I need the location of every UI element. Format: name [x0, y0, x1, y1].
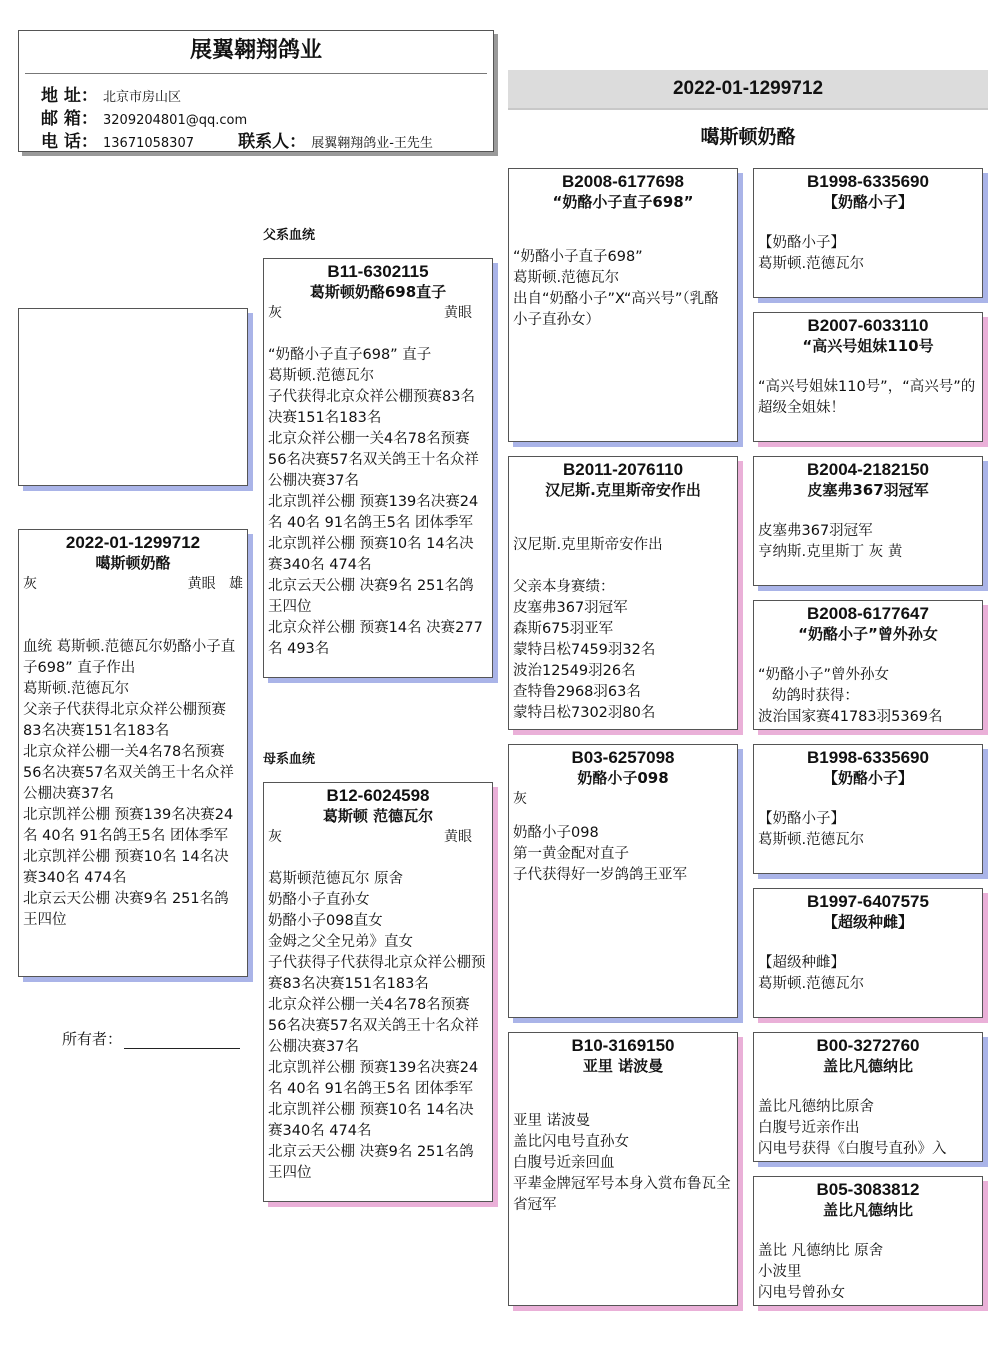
dam-section-label: 母系血统 — [263, 752, 316, 767]
sire-eye: 黄眼 — [444, 305, 472, 321]
owner-label: 所有者： — [62, 1030, 123, 1048]
ggp1-desc: 【奶酪小子】 葛斯顿.范德瓦尔 — [758, 235, 865, 272]
ggp7-ring: B00-3272760 — [816, 1036, 920, 1055]
email-label: 邮 箱： — [41, 109, 98, 129]
owner-line — [62, 1028, 240, 1049]
sire-card — [263, 258, 493, 678]
ggp8-card — [753, 1176, 983, 1306]
ggp7-name: 盖比凡德纳比 — [822, 1057, 913, 1075]
sire-section-label: 父系血统 — [263, 228, 316, 243]
dam-color: 灰 — [268, 829, 282, 845]
contact-label: 联系人： — [238, 132, 307, 152]
gp1-desc: “奶酪小子直子698” 葛斯顿.范德瓦尔 出自“奶酪小子”X“高兴号”（乳酪小子直孙女） — [513, 249, 719, 328]
gp3-ring: B03-6257098 — [571, 748, 675, 767]
gp3-color: 灰 — [513, 791, 527, 807]
ggp5-ring: B1998-6335690 — [807, 748, 929, 767]
ggp1-name: 【奶酪小子】 — [822, 193, 913, 211]
grandsire-maternal-card — [508, 744, 738, 1018]
ggp1-card — [753, 168, 983, 298]
top-ring-bar — [508, 70, 988, 110]
subject-color: 灰 — [23, 576, 37, 592]
ggp4-card — [753, 600, 983, 730]
ggp3-card — [753, 456, 983, 586]
address-label: 地 址： — [41, 86, 98, 106]
loft-name: 展翼翱翔鸽业 — [189, 38, 322, 63]
photo-box — [18, 308, 248, 486]
subject-name: 噶斯顿奶酪 — [95, 554, 171, 572]
ggp2-desc: “高兴号姐妹110号”，“高兴号”的超级全姐妹！ — [758, 379, 976, 416]
ggp2-name: “高兴号姐妹110号 — [802, 337, 934, 355]
header-divider — [25, 73, 487, 74]
ggp3-ring: B2004-2182150 — [807, 460, 929, 479]
top-ring: 2022-01-1299712 — [672, 78, 824, 99]
ggp5-card — [753, 744, 983, 874]
phone-row — [41, 131, 433, 152]
dam-ring: B12-6024598 — [326, 786, 430, 805]
ggp6-ring: B1997-6407575 — [807, 892, 929, 911]
gp3-name: 奶酪小子098 — [577, 769, 669, 787]
ggp7-card — [753, 1032, 983, 1162]
gp2-ring: B2011-2076110 — [562, 460, 684, 479]
gp3-desc: 奶酪小子098 第一黄金配对直子 子代获得好一岁鸽鸽王亚军 — [513, 825, 687, 883]
dam-card — [263, 782, 493, 1202]
dam-eye: 黄眼 — [444, 829, 472, 845]
subject-traits — [19, 574, 247, 595]
owner-field[interactable] — [124, 1032, 240, 1049]
ggp6-name: 【超级种雌】 — [822, 913, 913, 931]
ggp8-desc: 盖比 凡德纳比 原舍 小波里 闪电号曾孙女 — [758, 1243, 884, 1301]
gp2-desc: 汉尼斯.克里斯帝安作出 父亲本身赛绩： 皮塞弗367羽冠军 森斯675羽亚军 蒙特吕松7459羽32名 波治12549羽26名 查特鲁2968羽63名 蒙特吕松7302羽80名 — [513, 537, 663, 721]
ggp2-ring: B2007-6033110 — [807, 316, 929, 335]
ggp7-desc: 盖比凡德纳比原舍 白腹号近亲作出 闪电号获得《白腹号直孙》入 — [758, 1099, 947, 1157]
ggp5-name: 【奶酪小子】 — [822, 769, 913, 787]
ggp4-name: “奶酪小子”曾外孙女 — [798, 625, 938, 643]
subject-eye: 黄眼 — [187, 576, 216, 592]
ggp5-desc: 【奶酪小子】 葛斯顿.范德瓦尔 — [758, 811, 865, 848]
ggp6-card — [753, 888, 983, 1018]
ggp6-desc: 【超级种雌】 葛斯顿.范德瓦尔 — [758, 955, 865, 992]
sire-color: 灰 — [268, 305, 282, 321]
ggp3-desc: 皮塞弗367羽冠军 亨纳斯.克里斯丁 灰 黄 — [758, 523, 903, 560]
ggp1-ring: B1998-6335690 — [807, 172, 929, 191]
address-value: 北京市房山区 — [103, 90, 182, 105]
dam-traits — [264, 827, 492, 848]
sire-desc: “奶酪小子直子698” 直子 葛斯顿.范德瓦尔 子代获得北京众祥公棚预赛83名决赛151名183名 北京众祥公棚一关4名78名预赛56名决赛57名双关鸽王十名众祥公棚决赛37名 北京凯祥公棚 预赛139名决赛24名 40名 91名鸽王5名 团体季军 北京凯祥公棚 预赛10名 14名决赛340名 474名 北京云天公棚 决赛9名 251名鸽王四位 北京众祥公棚 预赛14名 决赛277名 493名 — [268, 347, 483, 657]
subject-ring: 2022-01-1299712 — [65, 533, 201, 552]
gp2-name: 汉尼斯.克里斯帝安作出 — [545, 481, 701, 499]
gp1-name: “奶酪小子直子698” — [552, 193, 694, 211]
gp4-desc: 亚里 诺波曼 盖比闪电号直孙女 白腹号近亲回血 平辈金牌冠军号本身入赏布鲁瓦全省冠军 — [513, 1113, 731, 1213]
email-value: 3209204801@qq.com — [103, 113, 248, 128]
sire-traits — [264, 303, 492, 324]
gp4-ring: B10-3169150 — [571, 1036, 675, 1055]
phone-value: 13671058307 — [103, 136, 194, 151]
sire-name: 葛斯顿奶酪698直子 — [309, 283, 447, 301]
email-row — [41, 108, 433, 131]
phone-label: 电 话： — [41, 132, 98, 152]
ggp2-card — [753, 312, 983, 442]
address-row — [41, 85, 433, 108]
ggp8-ring: B05-3083812 — [816, 1180, 920, 1199]
subject-desc: 血统 葛斯顿.范德瓦尔奶酪小子直子698” 直子作出 葛斯顿.范德瓦尔 父亲子代获得北京众祥公棚预赛83名决赛151名183名 北京众祥公棚一关4名78名预赛56名决赛57名双关鸽王十名众祥公棚决赛37名 北京凯祥公棚 预赛139名决赛24名 40名 91名鸽王5名 团体季军 北京凯祥公棚 预赛10名 14名决赛340名 474名 北京云天公棚 决赛9名 251名鸽王四位 — [23, 639, 236, 928]
ggp3-name: 皮塞弗367羽冠军 — [807, 481, 929, 499]
grandsire-paternal-card — [508, 168, 738, 442]
ggp4-desc: “奶酪小子”曾外孙女 幼鸽时获得： 波治国家赛41783羽5369名 — [758, 667, 943, 725]
granddam-paternal-card — [508, 456, 738, 730]
subject-card — [18, 529, 248, 977]
ggp8-name: 盖比凡德纳比 — [822, 1201, 913, 1219]
subject-sex: 雄 — [229, 576, 243, 592]
ggp4-ring: B2008-6177647 — [807, 604, 929, 623]
contact-value: 展翼翱翔鸽业-王先生 — [311, 136, 433, 151]
sire-ring: B11-6302115 — [327, 262, 429, 281]
gp4-name: 亚里 诺波曼 — [582, 1057, 664, 1075]
dam-name: 葛斯顿 范德瓦尔 — [322, 807, 434, 825]
granddam-maternal-card — [508, 1032, 738, 1306]
dam-desc: 葛斯顿范德瓦尔 原舍 奶酪小子直孙女 奶酪小子098直女 金姆之父全兄弟》直女 子代获得子代获得北京众祥公棚预赛83名决赛151名183名 北京众祥公棚一关4名78名预赛56名决赛57名双关鸽王十名众祥公棚决赛37名 北京凯祥公棚 预赛139名决赛24名 40名 91名鸽王5名 团体季军 北京凯祥公棚 预赛10名 14名决赛340名 474名 北京云天公棚 决赛9名 251名鸽王四位 — [268, 871, 486, 1181]
top-name: 噶斯顿奶酪 — [700, 126, 796, 148]
gp1-ring: B2008-6177698 — [562, 172, 684, 191]
loft-header-card — [18, 30, 494, 152]
gp3-traits — [509, 789, 737, 810]
